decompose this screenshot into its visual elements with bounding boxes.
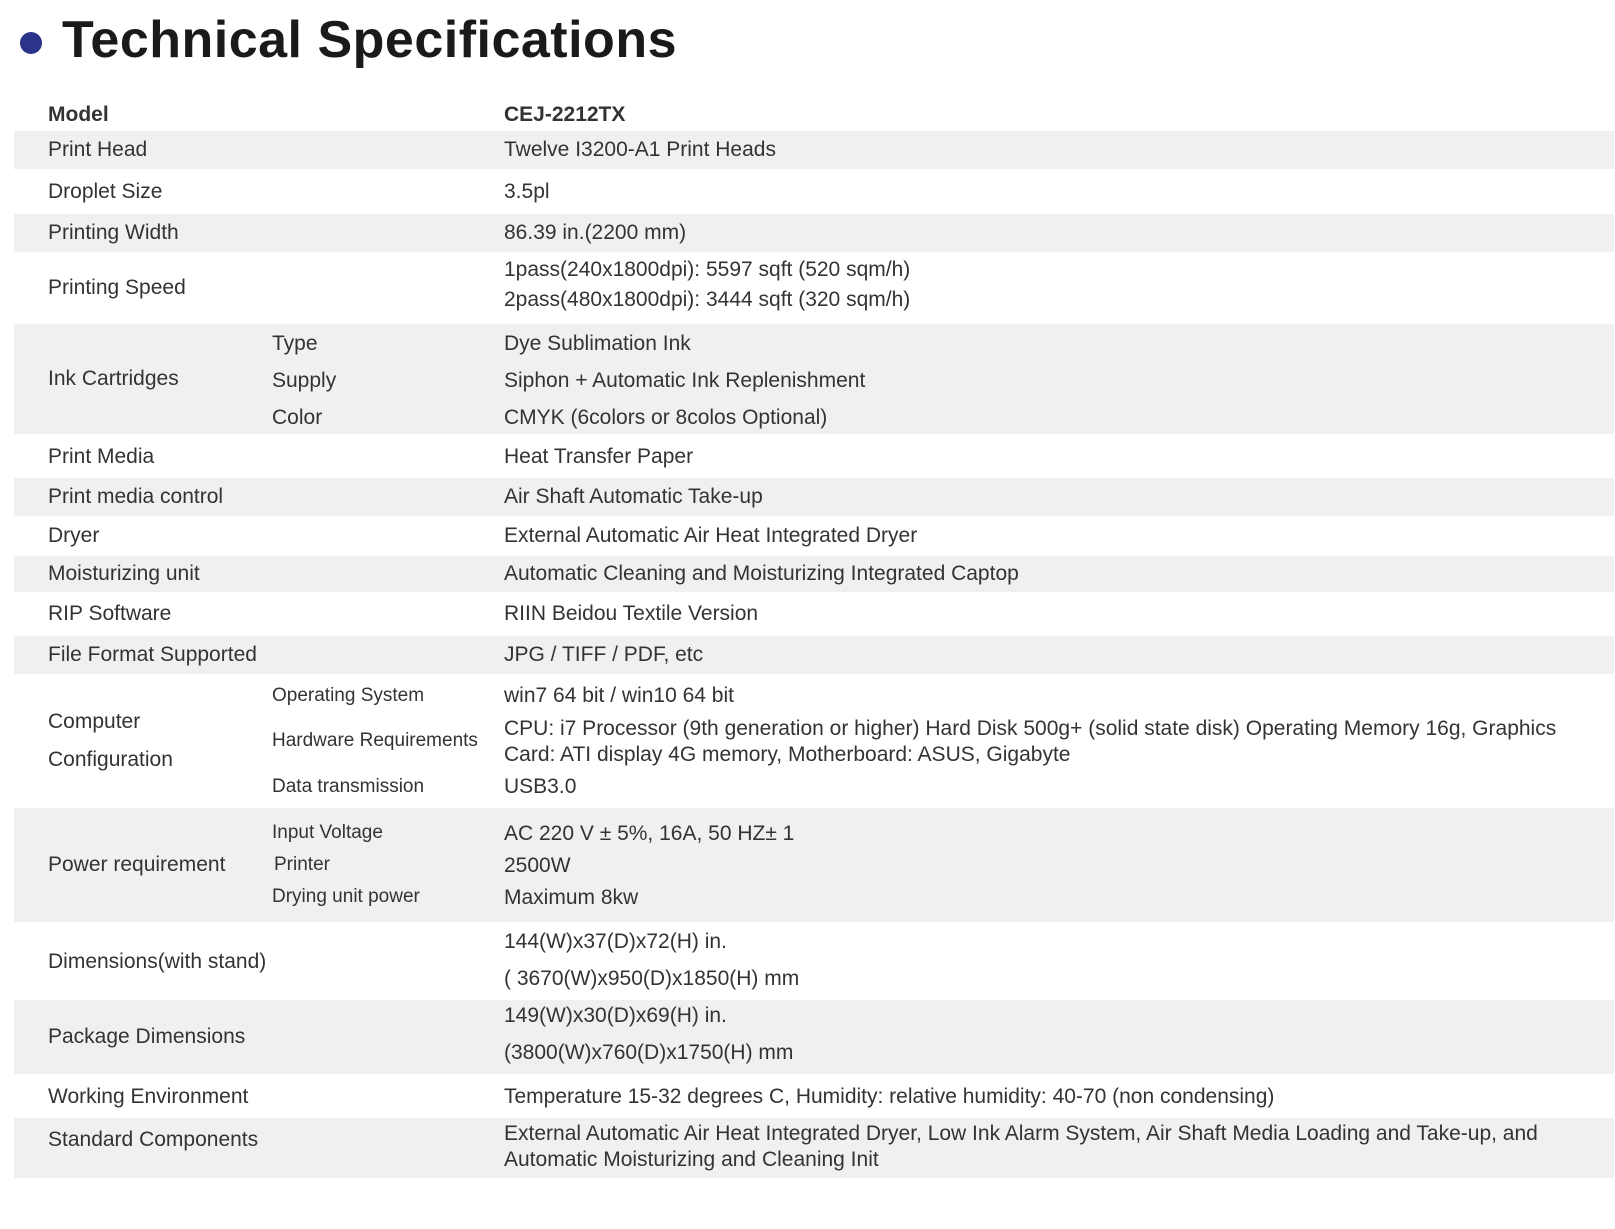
spec-row-print-head bbox=[14, 131, 1614, 169]
spec-label: Power requirement bbox=[48, 853, 226, 876]
spec-label: Configuration bbox=[48, 748, 173, 771]
spec-row-printing-width bbox=[14, 214, 1614, 252]
spec-row-print-media-control bbox=[14, 478, 1614, 516]
spec-row-package-dimensions bbox=[14, 1000, 1614, 1074]
spec-sublabel: Color bbox=[272, 406, 323, 429]
spec-label: Print Head bbox=[48, 138, 148, 161]
page-title: Technical Specifications bbox=[62, 11, 678, 69]
spec-label: Working Environment bbox=[48, 1085, 249, 1108]
spec-value: Twelve I3200-A1 Print Heads bbox=[504, 138, 776, 161]
spec-value: 149(W)x30(D)x69(H) in. bbox=[504, 1004, 727, 1027]
spec-label: Print media control bbox=[48, 485, 224, 508]
spec-row-power bbox=[14, 808, 1614, 922]
spec-sublabel: Printer bbox=[274, 854, 330, 875]
spec-value-group bbox=[504, 324, 1594, 434]
spec-label: File Format Supported bbox=[48, 643, 257, 666]
spec-row-dimensions bbox=[14, 926, 1614, 998]
spec-value: 144(W)x37(D)x72(H) in. bbox=[504, 930, 727, 953]
spec-row-droplet-size bbox=[14, 172, 1614, 212]
bullet-icon bbox=[20, 32, 42, 54]
spec-row-printing-speed bbox=[14, 254, 1614, 322]
spec-value: Air Shaft Automatic Take-up bbox=[504, 485, 763, 508]
spec-value: Siphon + Automatic Ink Replenishment bbox=[504, 369, 866, 392]
spec-value: 2500W bbox=[504, 854, 571, 877]
spec-value: External Automatic Air Heat Integrated Dryer, Low Ink Alarm System, Air Shaft Media Loading and Take-up, and Automatic Moisturizing and Cleaning Init bbox=[504, 1122, 1538, 1171]
spec-label: Package Dimensions bbox=[48, 1025, 246, 1048]
spec-sublabel: Operating System bbox=[272, 685, 425, 706]
spec-row-rip-software bbox=[14, 594, 1614, 634]
spec-value: win7 64 bit / win10 64 bit bbox=[504, 684, 734, 707]
spec-label: Printing Speed bbox=[48, 276, 186, 299]
spec-value-group bbox=[504, 676, 1594, 806]
spec-value-group bbox=[504, 254, 1594, 322]
spec-value: Temperature 15-32 degrees C, Humidity: relative humidity: 40-70 (non condensing) bbox=[504, 1085, 1275, 1108]
spec-value: Automatic Cleaning and Moisturizing Integrated Captop bbox=[504, 562, 1019, 585]
spec-value: 1pass(240x1800dpi): 5597 sqft (520 sqm/h) bbox=[504, 258, 911, 281]
spec-value: JPG / TIFF / PDF, etc bbox=[504, 643, 704, 666]
spec-value-group bbox=[504, 1000, 1594, 1074]
spec-sublabel: Input Voltage bbox=[272, 822, 383, 843]
spec-label-group bbox=[48, 676, 173, 806]
spec-row-ink-cartridges bbox=[14, 324, 1614, 434]
spec-label: Ink Cartridges bbox=[48, 367, 179, 390]
spec-row-computer bbox=[14, 676, 1614, 806]
spec-value: AC 220 V ± 5%, 16A, 50 HZ± 1 bbox=[504, 822, 795, 845]
spec-label: Computer bbox=[48, 710, 141, 733]
spec-value-group bbox=[504, 808, 1594, 922]
spec-sublabel: Data transmission bbox=[272, 776, 425, 797]
spec-value: External Automatic Air Heat Integrated Dryer bbox=[504, 524, 918, 547]
spec-sublabel: Type bbox=[272, 332, 318, 355]
spec-value: USB3.0 bbox=[504, 775, 577, 798]
spec-row-print-media bbox=[14, 438, 1614, 476]
spec-value: Heat Transfer Paper bbox=[504, 445, 694, 468]
page-header bbox=[20, 8, 677, 72]
spec-value: 86.39 in.(2200 mm) bbox=[504, 221, 687, 244]
spec-row-moisturizing-unit bbox=[14, 556, 1614, 592]
spec-value: CMYK (6colors or 8colos Optional) bbox=[504, 406, 828, 429]
spec-label: Model bbox=[48, 103, 109, 126]
spec-value: ( 3670(W)x950(D)x1850(H) mm bbox=[504, 967, 800, 990]
spec-row-dryer bbox=[14, 518, 1614, 554]
spec-label: Droplet Size bbox=[48, 180, 163, 203]
spec-value: CPU: i7 Processor (9th generation or higher) Hard Disk 500g+ (solid state disk) Operating Memory 16g, Graphics Card: ATI display 4G memory, Motherboard: ASUS, Gigabyte bbox=[504, 717, 1557, 766]
spec-row-file-format bbox=[14, 636, 1614, 674]
spec-sublabel: Supply bbox=[272, 369, 337, 392]
spec-label: Print Media bbox=[48, 445, 155, 468]
spec-value: 2pass(480x1800dpi): 3444 sqft (320 sqm/h) bbox=[504, 288, 911, 311]
spec-value: RIIN Beidou Textile Version bbox=[504, 602, 759, 625]
spec-label: Moisturizing unit bbox=[48, 562, 200, 585]
spec-value: (3800(W)x760(D)x1750(H) mm bbox=[504, 1041, 794, 1064]
spec-label: Dimensions(with stand) bbox=[48, 950, 267, 973]
spec-label: Standard Components bbox=[48, 1128, 259, 1151]
spec-sublabel: Drying unit power bbox=[272, 886, 420, 907]
spec-value: 3.5pl bbox=[504, 180, 550, 203]
spec-value: Dye Sublimation Ink bbox=[504, 332, 691, 355]
spec-row-model bbox=[14, 96, 1614, 134]
spec-label: Dryer bbox=[48, 524, 100, 547]
spec-row-working-environment bbox=[14, 1078, 1614, 1116]
spec-row-standard-components bbox=[14, 1118, 1614, 1178]
spec-value: Maximum 8kw bbox=[504, 886, 639, 909]
spec-label: Printing Width bbox=[48, 221, 179, 244]
spec-value: CEJ-2212TX bbox=[504, 103, 626, 126]
spec-label: RIP Software bbox=[48, 602, 172, 625]
spec-value-group bbox=[504, 926, 1594, 998]
spec-sublabel: Hardware Requirements bbox=[272, 730, 478, 751]
